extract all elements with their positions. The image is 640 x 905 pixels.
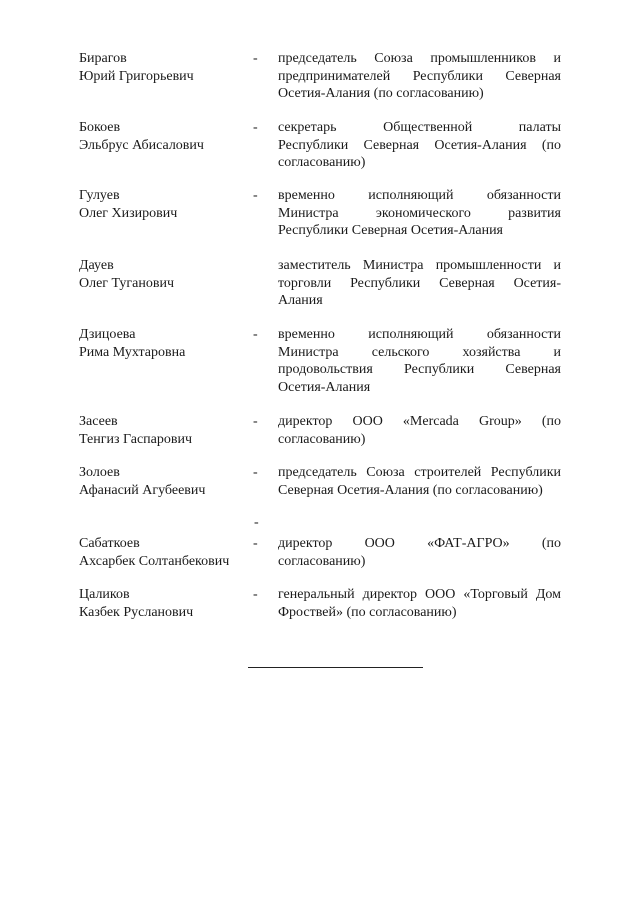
member-surname: Бокоев xyxy=(79,120,121,135)
position-line: директор ООО «ФАТ-АГРО» (по xyxy=(278,536,561,551)
member-given-name: Эльбрус Абисалович xyxy=(79,137,204,153)
member-given-name: Рима Мухтаровна xyxy=(79,344,186,360)
position-line: Республики Северная Осетия-Алания (по xyxy=(278,137,561,153)
member-position xyxy=(278,586,561,621)
member-surname: Золоев xyxy=(79,465,120,480)
separator-dash: - xyxy=(253,327,258,342)
member-name xyxy=(79,413,244,448)
member-given-name: Олег Туганович xyxy=(79,275,174,291)
member-surname: Засеев xyxy=(79,414,118,429)
member-surname: Цаликов xyxy=(79,587,130,602)
position-line: директор ООО «Mercada Group» (по xyxy=(278,414,561,429)
member-position xyxy=(278,187,561,240)
member-position xyxy=(278,119,561,172)
position-line: Министра экономического развития xyxy=(278,205,561,221)
position-line: Алания xyxy=(278,293,323,308)
position-line: Республики Северная Осетия-Алания xyxy=(278,223,503,238)
separator-dash: - xyxy=(254,515,259,530)
member-given-name: Афанасий Агубеевич xyxy=(79,482,206,498)
member-position xyxy=(278,257,561,310)
separator-dash: - xyxy=(253,120,258,135)
member-given-name: Тенгиз Гаспарович xyxy=(79,431,193,447)
position-line: заместитель Министра промышленности и xyxy=(278,258,561,273)
position-line: временно исполняющий обязанности xyxy=(278,188,561,203)
member-given-name: Олег Хизирович xyxy=(79,205,178,221)
member-name xyxy=(79,535,244,570)
member-given-name: Ахсарбек Солтанбекович xyxy=(79,553,230,569)
member-surname: Дауев xyxy=(79,258,114,273)
member-surname: Сабаткоев xyxy=(79,536,140,551)
member-name xyxy=(79,187,244,222)
member-surname: Бирагов xyxy=(79,51,127,66)
separator-dash: - xyxy=(253,465,258,480)
end-divider-line xyxy=(248,667,423,668)
position-line: торговли Республики Северная Осетия- xyxy=(278,275,561,291)
position-line: временно исполняющий обязанности xyxy=(278,327,561,342)
member-position xyxy=(278,413,561,448)
member-position xyxy=(278,50,561,103)
position-line: председатель Союза промышленников и xyxy=(278,51,561,66)
separator-dash: - xyxy=(253,51,258,66)
position-line: Северная Осетия-Алания (по согласованию) xyxy=(278,482,543,498)
member-position xyxy=(278,326,561,396)
position-line: Фроствей» (по согласованию) xyxy=(278,604,457,620)
member-given-name: Казбек Русланович xyxy=(79,604,194,620)
position-line: Осетия-Алания xyxy=(278,379,371,395)
position-line: Министра сельского хозяйства и xyxy=(278,344,561,360)
member-name xyxy=(79,50,244,85)
member-name xyxy=(79,326,244,361)
member-position xyxy=(278,464,561,499)
member-position xyxy=(278,535,561,570)
position-line: генеральный директор ООО «Торговый Дом xyxy=(278,587,561,602)
member-name xyxy=(79,119,244,154)
position-line: согласованию) xyxy=(278,553,366,569)
position-line: предпринимателей Республики Северная xyxy=(278,68,561,84)
member-given-name: Юрий Григорьевич xyxy=(79,68,194,84)
member-surname: Гулуев xyxy=(79,188,120,203)
separator-dash: - xyxy=(253,188,258,203)
separator-dash: - xyxy=(253,536,258,551)
member-surname: Дзицоева xyxy=(79,327,136,342)
separator-dash: - xyxy=(253,414,258,429)
member-name xyxy=(79,464,244,499)
position-line: Осетия-Алания (по согласованию) xyxy=(278,86,484,101)
position-line: секретарь Общественной палаты xyxy=(278,120,561,135)
member-name xyxy=(79,586,244,621)
position-line: согласованию) xyxy=(278,431,366,447)
position-line: согласованию) xyxy=(278,155,366,170)
position-line: продовольствия Республики Северная xyxy=(278,362,561,377)
separator-dash: - xyxy=(253,587,258,602)
position-line: председатель Союза строителей Республики xyxy=(278,465,561,480)
member-name xyxy=(79,257,244,292)
